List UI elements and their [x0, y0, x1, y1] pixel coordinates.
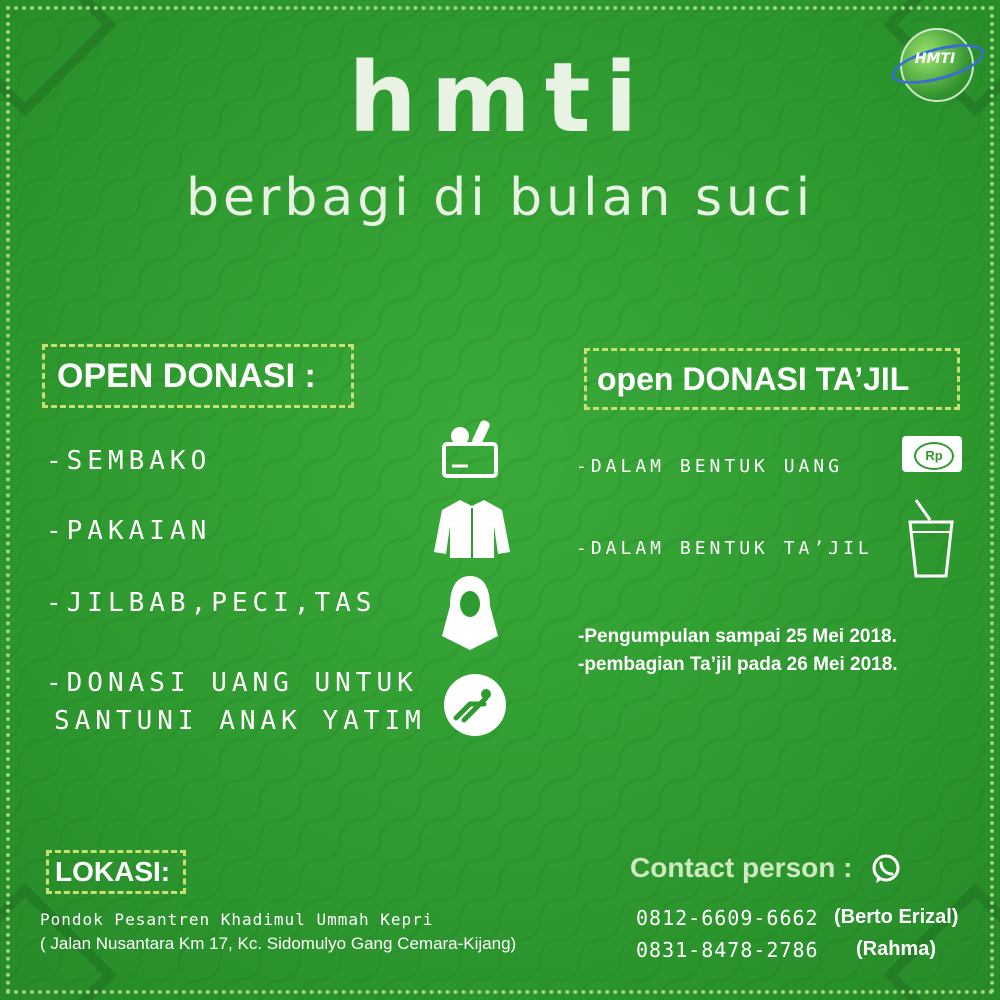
- note-pengumpulan: -Pengumpulan sampai 25 Mei 2018.: [578, 626, 897, 647]
- donasi-tajil-heading: open DONASI TA’JIL: [597, 361, 910, 397]
- address-line-2: ( Jalan Nusantara Km 17, Kc. Sidomulyo Gang Cemara-Kijang): [40, 934, 517, 953]
- item-pakaian: -PAKAIAN: [46, 516, 212, 546]
- contact-phone-1: 0812-6609-6662: [636, 906, 819, 930]
- donation-hand-icon: [440, 670, 510, 740]
- logo-text: HMTI: [914, 51, 956, 67]
- hijab-icon: [440, 572, 500, 652]
- item-donasi-uang: -DONASI UANG UNTUK: [46, 668, 418, 698]
- lokasi-heading: LOKASI:: [55, 856, 171, 887]
- contact-name-2: (Rahma): [856, 938, 937, 960]
- contact-name-1: (Berto Erizal): [834, 906, 959, 928]
- lokasi-heading-box: [46, 850, 186, 894]
- contact-phone-2: 0831-8478-2786: [636, 938, 819, 962]
- open-donasi-heading: OPEN DONASI :: [57, 357, 316, 395]
- shirt-icon: [432, 496, 512, 560]
- grocery-basket-icon: [438, 416, 502, 480]
- drink-cup-icon: [906, 498, 956, 580]
- item-bentuk-tajil: -DALAM BENTUK TA’JIL: [576, 538, 873, 559]
- whatsapp-icon: [870, 853, 902, 885]
- page-subtitle: berbagi di bulan suci: [185, 168, 815, 228]
- money-bill-icon: [902, 436, 962, 472]
- donasi-tajil-heading-box: [584, 348, 960, 410]
- money-bill-label: Rp: [914, 442, 954, 470]
- item-bentuk-uang: -DALAM BENTUK UANG: [576, 456, 844, 477]
- address-line-1: Pondok Pesantren Khadimul Ummah Kepri: [40, 910, 434, 929]
- item-sembako: -SEMBAKO: [46, 446, 212, 476]
- page-title: hmti: [348, 42, 652, 154]
- contact-label: Contact person :: [630, 852, 853, 883]
- note-pembagian: -pembagian Ta’jil pada 26 Mei 2018.: [578, 654, 898, 675]
- open-donasi-heading-box: [42, 344, 354, 408]
- item-santuni: SANTUNI ANAK YATIM: [54, 706, 426, 736]
- item-jilbab: -JILBAB,PECI,TAS: [46, 588, 377, 618]
